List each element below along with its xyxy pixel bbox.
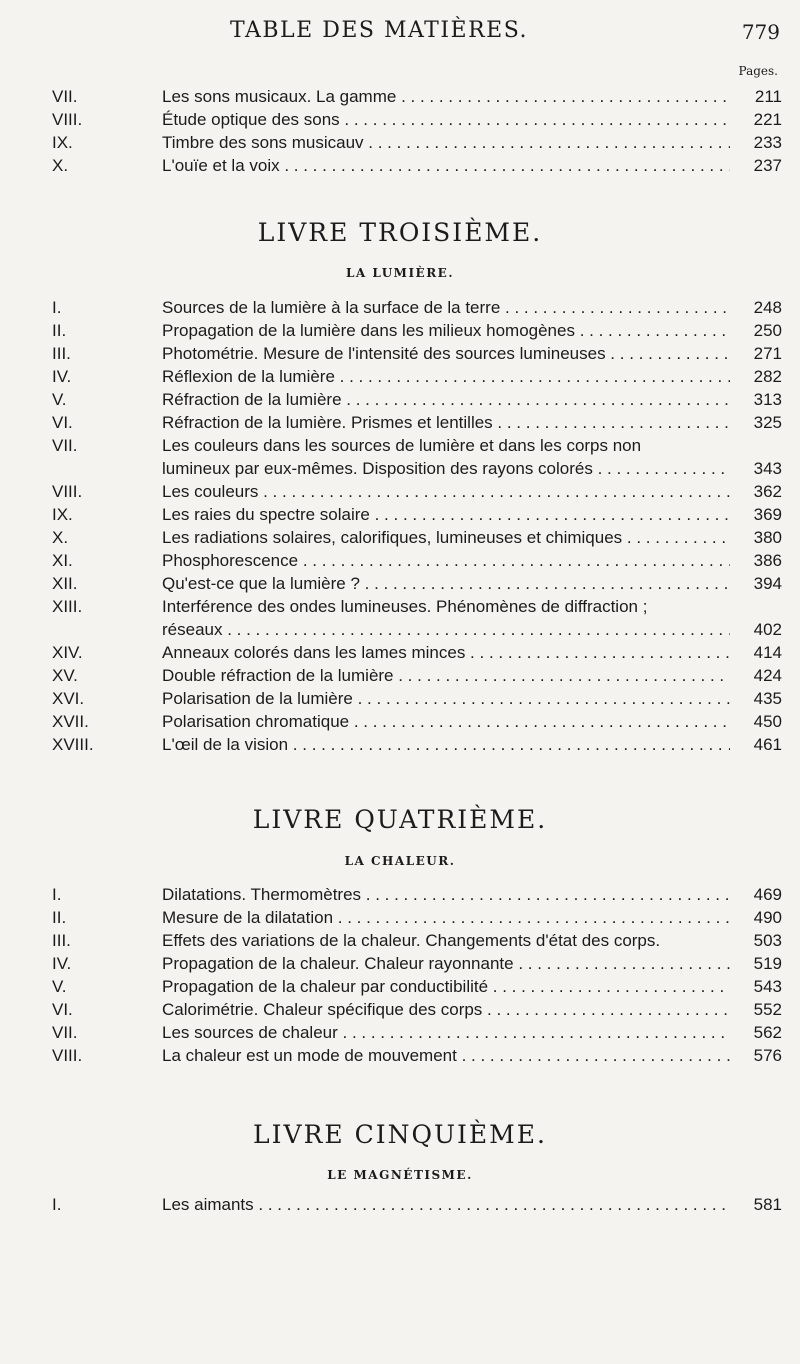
toc-entry: I. Les aimants . . . 581 bbox=[52, 1194, 782, 1216]
toc-entry: XV. Double réfraction de la lumière . . . 424 bbox=[52, 665, 782, 687]
page-header bbox=[230, 18, 780, 48]
toc-entry: XVIII. L'œil de la vision . . . 461 bbox=[52, 734, 782, 756]
book5-subtitle: LE MAGNÉTISME. bbox=[327, 1168, 473, 1182]
book3-subtitle: LA LUMIÈRE. bbox=[345, 266, 454, 280]
toc-entry: III. Photométrie. Mesure de l'intensité des sources lumineuses . . . 271 bbox=[52, 343, 782, 365]
book3-title: LIVRE TROISIÈME. bbox=[257, 218, 543, 247]
book4-title: LIVRE QUATRIÈME. bbox=[252, 805, 548, 834]
toc-entry: V. Réfraction de la lumière . . . 313 bbox=[52, 389, 782, 411]
toc-entry-continuation: lumineux par eux-mêmes. Disposition des rayons colorés . . . 343 bbox=[52, 458, 782, 480]
toc-entry: XVII. Polarisation chromatique . . . 450 bbox=[52, 711, 782, 733]
toc-entry: X. Les radiations solaires, calorifiques, lumineuses et chimiques . . . 380 bbox=[52, 527, 782, 549]
toc-entry: XII. Qu'est-ce que la lumière ? . . . 394 bbox=[52, 573, 782, 595]
toc-entry: VIII. La chaleur est un mode de mouvement . . . 576 bbox=[52, 1045, 782, 1067]
toc-entry: X. L'ouïe et la voix . . . 237 bbox=[52, 155, 782, 177]
book4-subtitle: LA CHALEUR. bbox=[344, 854, 456, 868]
toc-entry: VI. Calorimétrie. Chaleur spécifique des corps . . . 552 bbox=[52, 999, 782, 1021]
toc-entry-continuation: réseaux . . . 402 bbox=[52, 619, 782, 641]
toc-entry: VII. Les couleurs dans les sources de lumière et dans les corps non bbox=[52, 436, 642, 455]
toc-entry: XVI. Polarisation de la lumière . . . 435 bbox=[52, 688, 782, 710]
toc-entry: XI. Phosphorescence . . . 386 bbox=[52, 550, 782, 572]
toc-entry: XIII. Interférence des ondes lumineuses. Phénomènes de diffraction ; bbox=[52, 597, 648, 616]
book5-title: LIVRE CINQUIÈME. bbox=[253, 1120, 547, 1149]
toc-entry: I. Dilatations. Thermomètres . . . 469 bbox=[52, 884, 782, 906]
toc-entry: VII. Les sons musicaux. La gamme . . . 211 bbox=[52, 86, 782, 108]
toc-entry: VIII. Étude optique des sons . . . 221 bbox=[52, 109, 782, 131]
toc-entry: I. Sources de la lumière à la surface de la terre . . . 248 bbox=[52, 297, 782, 319]
page-number: 779 bbox=[741, 20, 780, 44]
toc-entry: III. Effets des variations de la chaleur. Changements d'état des corps. 503 bbox=[52, 931, 782, 950]
toc-entry: VI. Réfraction de la lumière. Prismes et lentilles . . . 325 bbox=[52, 412, 782, 434]
toc-entry: IV. Réflexion de la lumière . . . 282 bbox=[52, 366, 782, 388]
toc-entry: V. Propagation de la chaleur par conductibilité . . . 543 bbox=[52, 976, 782, 998]
toc-entry: VIII. Les couleurs . . . 362 bbox=[52, 481, 782, 503]
toc-entry: XIV. Anneaux colorés dans les lames minces . . . 414 bbox=[52, 642, 782, 664]
running-title: TABLE DES MATIÈRES. bbox=[230, 18, 528, 43]
toc-entry: II. Mesure de la dilatation . . . 490 bbox=[52, 907, 782, 929]
toc-entry: IV. Propagation de la chaleur. Chaleur rayonnante . . . 519 bbox=[52, 953, 782, 975]
toc-entry: VII. Les sources de chaleur . . . 562 bbox=[52, 1022, 782, 1044]
toc-entry: IX. Les raies du spectre solaire . . . 369 bbox=[52, 504, 782, 526]
toc-entry: IX. Timbre des sons musicauv . . . 233 bbox=[52, 132, 782, 154]
pages-column-label: Pages. bbox=[738, 64, 778, 78]
toc-entry: II. Propagation de la lumière dans les milieux homogènes . . . 250 bbox=[52, 320, 782, 342]
